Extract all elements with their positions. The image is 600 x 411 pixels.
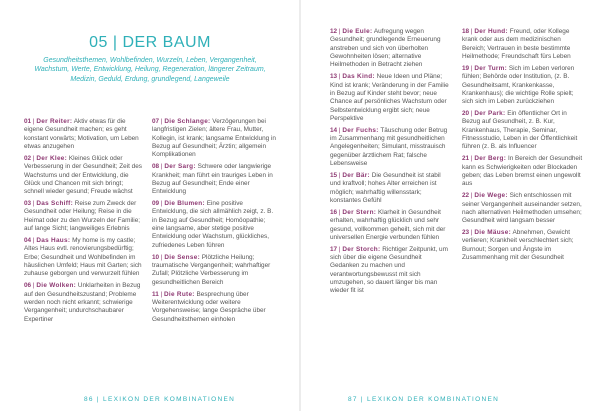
combination-entry: [24, 200, 142, 233]
entry-text: Sich im Leben verloren fühlen; Behörde oder Institution, (z. B. Gesundheitsamt, Krankenkasse, Krankenhaus); die wichtige Rolle spielt; sich sich im Leben zurückziehen: [462, 64, 575, 106]
combination-entry: [152, 291, 276, 324]
card-number: 22: [462, 192, 470, 200]
card-number: 16: [330, 208, 338, 216]
entry-text: Plötzliche Heilung; traumatische Vergangenheit; wahrhaftiger Zufall; Plötzliche Verbesserung im gesundheitlichen Bereich: [152, 253, 271, 286]
card-number: 19: [462, 64, 470, 72]
entry-text: Freund, oder Kollege krank oder aus dem medizinischen Bereich; Vertrauen in beste bestimmte Heilmethode; Freundschaft fürs Leben: [462, 28, 571, 61]
entry-text: Klarheit in Gesundheit erhalten, wahrhaftig glücklich und sehr gesund, vollkommen geheilt, sich mit der universellen Energie verbunden fühlen: [330, 208, 446, 241]
card-number: 10: [152, 253, 160, 261]
card-name: Der Storch:: [342, 245, 381, 253]
card-name: Die Schlange:: [164, 118, 211, 125]
separator: |: [159, 163, 165, 171]
separator: |: [31, 154, 37, 162]
combination-entry: [24, 155, 142, 197]
left-page-footer: 86 | LEXIKON DER KOMBINATIONEN: [84, 396, 236, 403]
separator: |: [31, 282, 37, 290]
entry-text: Neue Ideen und Pläne; Kind ist krank; Veränderung in der Familie in Bezug auf Kinder steht bevor; neue Chance auf persönliches Wachstum oder Selbstentwicklung ergibt sich; neue Perspektive: [330, 73, 449, 122]
separator: |: [469, 155, 475, 163]
left-column-2: [152, 118, 276, 327]
card-name: Die Mäuse:: [474, 229, 512, 237]
separator: |: [159, 253, 165, 261]
separator: |: [337, 208, 343, 216]
card-number: 23: [462, 229, 470, 237]
right-page-footer: 87 | LEXIKON DER KOMBINATIONEN: [348, 396, 500, 403]
card-number: 02: [24, 154, 32, 162]
page-title: 05 | DER BAUM: [89, 34, 211, 51]
separator: |: [31, 118, 37, 125]
entry-text: Ein öffentlicher Ort in Bezug auf Gesundheit, z. B. Kur, Krankenhaus, Therapie, Seminar, Fitnessstudio, Leben in der Öffentlichkeit führen (z. B. als Influencer: [462, 110, 578, 151]
card-name: Der Klee:: [36, 154, 68, 162]
card-name: Das Haus:: [36, 236, 71, 244]
separator: |: [337, 172, 343, 179]
card-name: Der Turm:: [474, 64, 508, 72]
entry-text: Täuschung oder Betrug im Zusammenhang mit gesundheitlichen Angelegenheiten; Simulant, misstrauisch gegenüber ärztlichem Rat; falsche Lebensweise: [330, 126, 448, 168]
card-name: Der Sarg:: [164, 163, 196, 171]
card-name: Der Bär:: [342, 172, 370, 179]
entry-text: In Bereich der Gesundheit kann es Schwierigkeiten oder Blockaden geben; das Leben bremst einen ungewollt aus: [462, 155, 583, 188]
entry-text: Unklarheiten in Bezug auf den Gesundheitszustand; Probleme werden noch nicht erkannt; schwierige Vergangenheit; undurchschaubarer Expertiner: [24, 282, 141, 323]
entry-text: Die Gesundheit ist stabil und kraftvoll; hohes Alter erreichen ist möglich; wahrhaftig willensstark; konstantes Gefühl: [330, 172, 441, 205]
card-number: 13: [330, 73, 338, 81]
combination-entry: [152, 118, 276, 160]
card-name: Die Wege:: [474, 192, 508, 200]
separator: |: [31, 236, 37, 244]
entry-text: Sich entschlossen mit seiner Vergangenheit auseinander setzen, nach alternativen Heilmethoden umsehen; Gesundheit wird langsam besser: [462, 192, 582, 225]
separator: |: [159, 118, 165, 125]
card-number: 09: [152, 200, 160, 208]
separator: |: [337, 245, 343, 253]
card-number: 03: [24, 200, 32, 208]
separator: |: [158, 290, 164, 298]
card-number: 08: [152, 163, 160, 171]
card-name: Das Schiff:: [36, 200, 74, 208]
card-number: 18: [462, 28, 470, 35]
combination-entry: [462, 155, 584, 188]
separator: |: [469, 28, 475, 35]
card-number: 07: [152, 118, 160, 125]
combination-entry: [462, 65, 584, 107]
separator: |: [337, 73, 343, 81]
separator: |: [469, 110, 475, 118]
entry-text: Besprechung über Weiterentwicklung oder weitere Vorgehensweise; lange Gespräche über Gesundheitsthemen einholen: [152, 290, 266, 323]
entry-text: Kleines Glück oder Verbesserung in der Gesundheit; Zeit des Wachstums und der Entwicklung, die Glück und Chancen mit sich bringt; schnell wieder gesund; Freude wächst: [24, 154, 142, 196]
card-name: Der Reiter:: [36, 118, 73, 125]
card-name: Der Berg:: [474, 155, 507, 163]
card-name: Die Rute:: [163, 290, 195, 298]
right-column-2: [462, 28, 584, 266]
separator: |: [469, 229, 475, 237]
card-number: 04: [24, 236, 32, 244]
combination-entry: [152, 254, 276, 287]
combination-entry: [24, 118, 142, 151]
separator: |: [337, 28, 343, 35]
card-number: 15: [330, 172, 338, 179]
right-page: [300, 0, 600, 411]
combination-entry: [330, 73, 450, 123]
entry-text: My home is my castle; Altes Haus evtl. renovierungsbedürftig; Erbe; Gesundheit und Wohlbefinden im häuslichen Umfeld; Haus mit Garten; sich zuhause geborgen und verwurzelt fühlen: [24, 236, 142, 278]
card-number: 11: [152, 290, 159, 298]
combination-entry: [462, 229, 584, 262]
entry-text: Richtiger Zeitpunkt, um sich über die eigene Gesundheit Gedanken zu machen und verantwortungsbewusst mit sich umzugehen, so dauert länger bis man wieder fit ist: [330, 245, 448, 295]
combination-entry: [24, 282, 142, 324]
card-number: 12: [330, 28, 338, 35]
combination-entry: [462, 28, 584, 61]
entry-text: Schwere oder langwierige Krankheit; man führt ein trauriges Leben in Bezug auf Gesundheit; Ende einer Entwicklung: [152, 163, 273, 196]
left-column-1: [24, 118, 142, 327]
entry-text: Aufregung wegen Gesundheit; grundlegende Erneuerung anstreben und sich von überholten Gewohnheiten lösen; alternative Heilmethoden in Betracht ziehen: [330, 28, 441, 69]
combination-entry: [330, 246, 450, 296]
separator: |: [469, 192, 475, 200]
card-name: Die Blumen:: [164, 200, 205, 208]
combination-entry: [462, 192, 584, 225]
combination-entry: [330, 127, 450, 169]
card-number: 06: [24, 282, 32, 290]
combination-entry: [330, 209, 450, 242]
combination-entry: [330, 172, 450, 205]
separator: |: [469, 64, 475, 72]
entry-text: Reise zum Zweck der Gesundheit oder Heilung; Reise in die Heimat oder zu den Wurzeln der Familie; auf lange Sicht; langweiliges Erlebnis: [24, 200, 141, 233]
card-name: Der Fuchs:: [342, 126, 379, 134]
entry-text: Aktiv etwas für die eigene Gesundheit machen; es geht konstant vorwärts; Motivation, um Leben etwas anzugehen: [24, 118, 139, 151]
entry-text: Eine positive Entwicklung, die sich allmählich zeigt, z. B. in Bezug auf Gesundheit; Homöopathie; eine langsame, aber stetige positive Entwicklung oder Wachstum, glückliches, zufriedenes Leben führen: [152, 200, 274, 249]
combination-entry: [462, 110, 584, 152]
card-name: Der Stern:: [342, 208, 377, 216]
card-number: 17: [330, 245, 338, 253]
combination-entry: [330, 28, 450, 70]
separator: |: [337, 126, 343, 134]
card-name: Der Park:: [474, 110, 506, 118]
card-number: 20: [462, 110, 470, 118]
separator: |: [31, 200, 37, 208]
keywords-paragraph: Gesundheitsthemen, Wohlbefinden, Wurzeln, Leben, Vergangenheit, Wachstum, Werte, Entwicklung, Heilung, Regeneration, längerer Zeitraum, Medizin, Geduld, Erdung, grundlegend, Langeweile: [34, 57, 266, 83]
separator: |: [159, 200, 165, 208]
card-number: 01: [24, 118, 32, 125]
right-column-1: [330, 28, 450, 299]
combination-entry: [24, 237, 142, 279]
card-name: Das Kind:: [342, 73, 375, 81]
card-name: Die Eule:: [342, 28, 373, 35]
card-number: 14: [330, 126, 338, 134]
card-name: Die Wolken:: [36, 282, 77, 290]
card-number: 21: [462, 155, 470, 163]
card-name: Der Hund:: [474, 28, 508, 35]
entry-text: Abnehmen, Gewicht verlieren; Krankheit verschlechtert sich; Burnout; Sorgen und Ängste im Zusammenhang mit der Gesundheit: [462, 229, 574, 262]
combination-entry: [152, 200, 276, 250]
entry-text: Verzögerungen bei langfristigen Zielen; ältere Frau, Mutter, Kollegin, ist krank; langsame Entwicklung in Bezug auf Gesundheit; Ärztin; allgemein Komplikationen: [152, 118, 276, 159]
combination-entry: [152, 163, 276, 196]
card-name: Die Sense:: [164, 253, 201, 261]
